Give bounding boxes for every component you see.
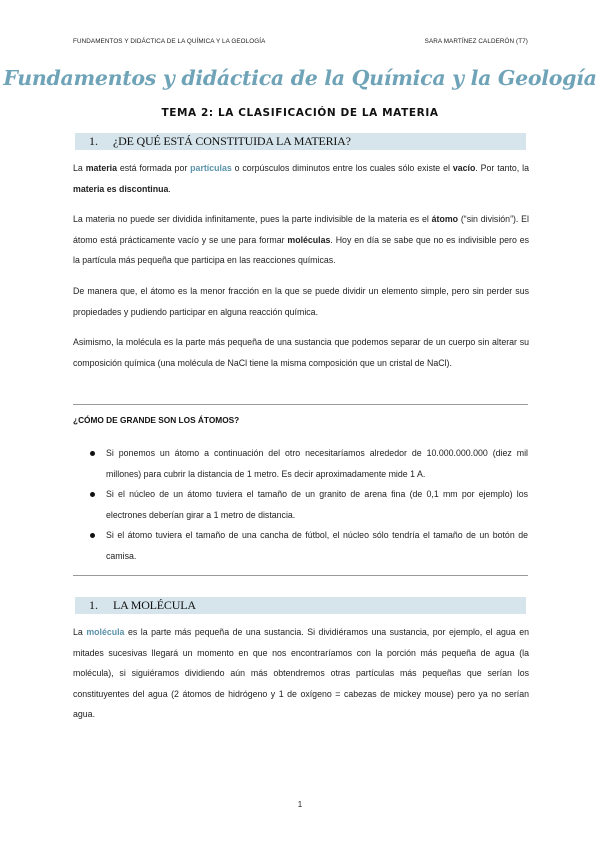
bullet-icon bbox=[90, 492, 95, 497]
divider bbox=[73, 404, 528, 405]
header-author: SARA MARTÍNEZ CALDERÓN (T7) bbox=[424, 38, 528, 45]
paragraph-2: La materia no puede ser dividida infinitamente, pues la parte indivisible de la materia es el átomo (“sin división”). El átomo está prácticamente vacío y se une para formar moléculas. Hoy en día se sabe que no es indivisible pero es la partícula más pequeña que participa en las reacciones químicas. bbox=[73, 214, 529, 265]
list-item: Si ponemos un átomo a continuación del otro necesitaríamos alrededor de 10.000.000.000 (diez mil millones) para cubrir la distancia de 1 metro. Es decir aproximadamente mide 1 A. bbox=[106, 448, 528, 479]
header-course: FUNDAMENTOS Y DIDÁCTICA DE LA QUÍMICA Y LA GEOLOGÍA bbox=[73, 38, 266, 45]
section-number: 1. bbox=[89, 134, 98, 148]
bullet-icon bbox=[90, 533, 95, 538]
highlight-term: molécula bbox=[86, 627, 125, 637]
paragraph-5: La molécula es la parte más pequeña de una sustancia. Si dividiéramos una sustancia, por ejemplo, el agua en mitades sucesivas llegará un momento en que nos encontraríamos con la porción más pequeña de agua (la molécula), si siguiéramos dividiendo aún más obtendremos otras partículas más pequeñas que serían los constituyentes del agua (2 átomos de hidrógeno y 1 de oxígeno = cabezas de mickey mouse) pero ya no serían agua. bbox=[73, 627, 530, 719]
section-title: ¿DE QUÉ ESTÁ CONSTITUIDA LA MATERIA? bbox=[113, 134, 351, 148]
paragraph-4: Asimismo, la molécula es la parte más pequeña de una sustancia que podemos separar de un cuerpo sin alterar su composición química (una molécula de NaCl tiene la misma composición que un cristal de NaCl). bbox=[73, 337, 529, 368]
highlight-term: partículas bbox=[190, 163, 232, 173]
document-subtitle: TEMA 2: LA CLASIFICACIÓN DE LA MATERIA bbox=[161, 107, 439, 119]
section-heading-1 bbox=[75, 133, 526, 150]
section-heading-2 bbox=[75, 597, 526, 614]
divider bbox=[73, 575, 528, 576]
bullet-icon bbox=[90, 451, 95, 456]
list-item: Si el átomo tuviera el tamaño de una cancha de fútbol, el núcleo sólo tendría el tamaño de un botón de camisa. bbox=[106, 530, 528, 561]
paragraph-1: La materia está formada por partículas o corpúsculos diminutos entre los cuales sólo existe el vacío. Por tanto, la materia es discontinua. bbox=[73, 163, 529, 194]
paragraph-3: De manera que, el átomo es la menor fracción en la que se puede dividir un elemento simple, pero sin perder sus propiedades y pudiendo participar en alguna reacción química. bbox=[73, 286, 529, 317]
document-title: Fundamentos y didáctica de la Química y la Geología bbox=[3, 66, 597, 90]
section-number: 1. bbox=[89, 598, 98, 612]
subsection-question: ¿CÓMO DE GRANDE SON LOS ÁTOMOS? bbox=[73, 415, 240, 425]
section-title: LA MOLÉCULA bbox=[113, 598, 196, 612]
list-item: Si el núcleo de un átomo tuviera el tamaño de un granito de arena fina (de 0,1 mm por ejemplo) los electrones deberían girar a 1 metro de distancia. bbox=[106, 489, 528, 520]
page-number: 1 bbox=[297, 800, 303, 809]
